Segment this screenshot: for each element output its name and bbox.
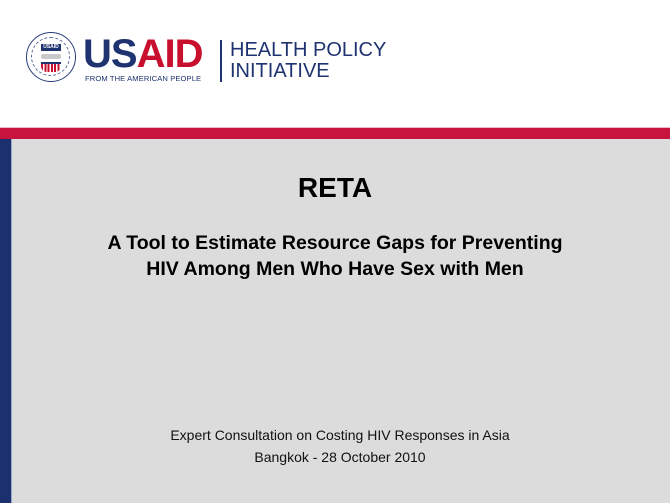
subtitle-line1: A Tool to Estimate Resource Gaps for Preventing xyxy=(107,232,563,254)
slide-title: RETA xyxy=(297,172,373,203)
program-name-line2: INITIATIVE xyxy=(230,60,330,82)
slide-subtitle xyxy=(0,230,670,282)
stripes-shield-icon xyxy=(41,62,61,72)
usaid-logo-wordmark xyxy=(83,34,202,74)
red-accent-bar xyxy=(0,128,670,139)
handshake-icon xyxy=(41,54,61,59)
usaid-seal-icon xyxy=(26,32,76,82)
usaid-tagline: FROM THE AMERICAN PEOPLE xyxy=(85,74,202,83)
slide-header xyxy=(0,0,670,128)
slide-footer xyxy=(0,424,670,468)
location-date: Bangkok - 28 October 2010 xyxy=(254,449,426,465)
usaid-wordmark-us: US xyxy=(83,32,137,76)
program-name xyxy=(230,40,386,82)
program-name-line1: HEALTH POLICY xyxy=(230,39,387,61)
seal-label: USAID xyxy=(41,44,61,51)
usaid-wordmark-aid: AID xyxy=(136,32,203,76)
subtitle-line2: HIV Among Men Who Have Sex with Men xyxy=(146,258,524,280)
event-name: Expert Consultation on Costing HIV Responses in Asia xyxy=(170,427,510,443)
logo-divider xyxy=(220,40,222,82)
